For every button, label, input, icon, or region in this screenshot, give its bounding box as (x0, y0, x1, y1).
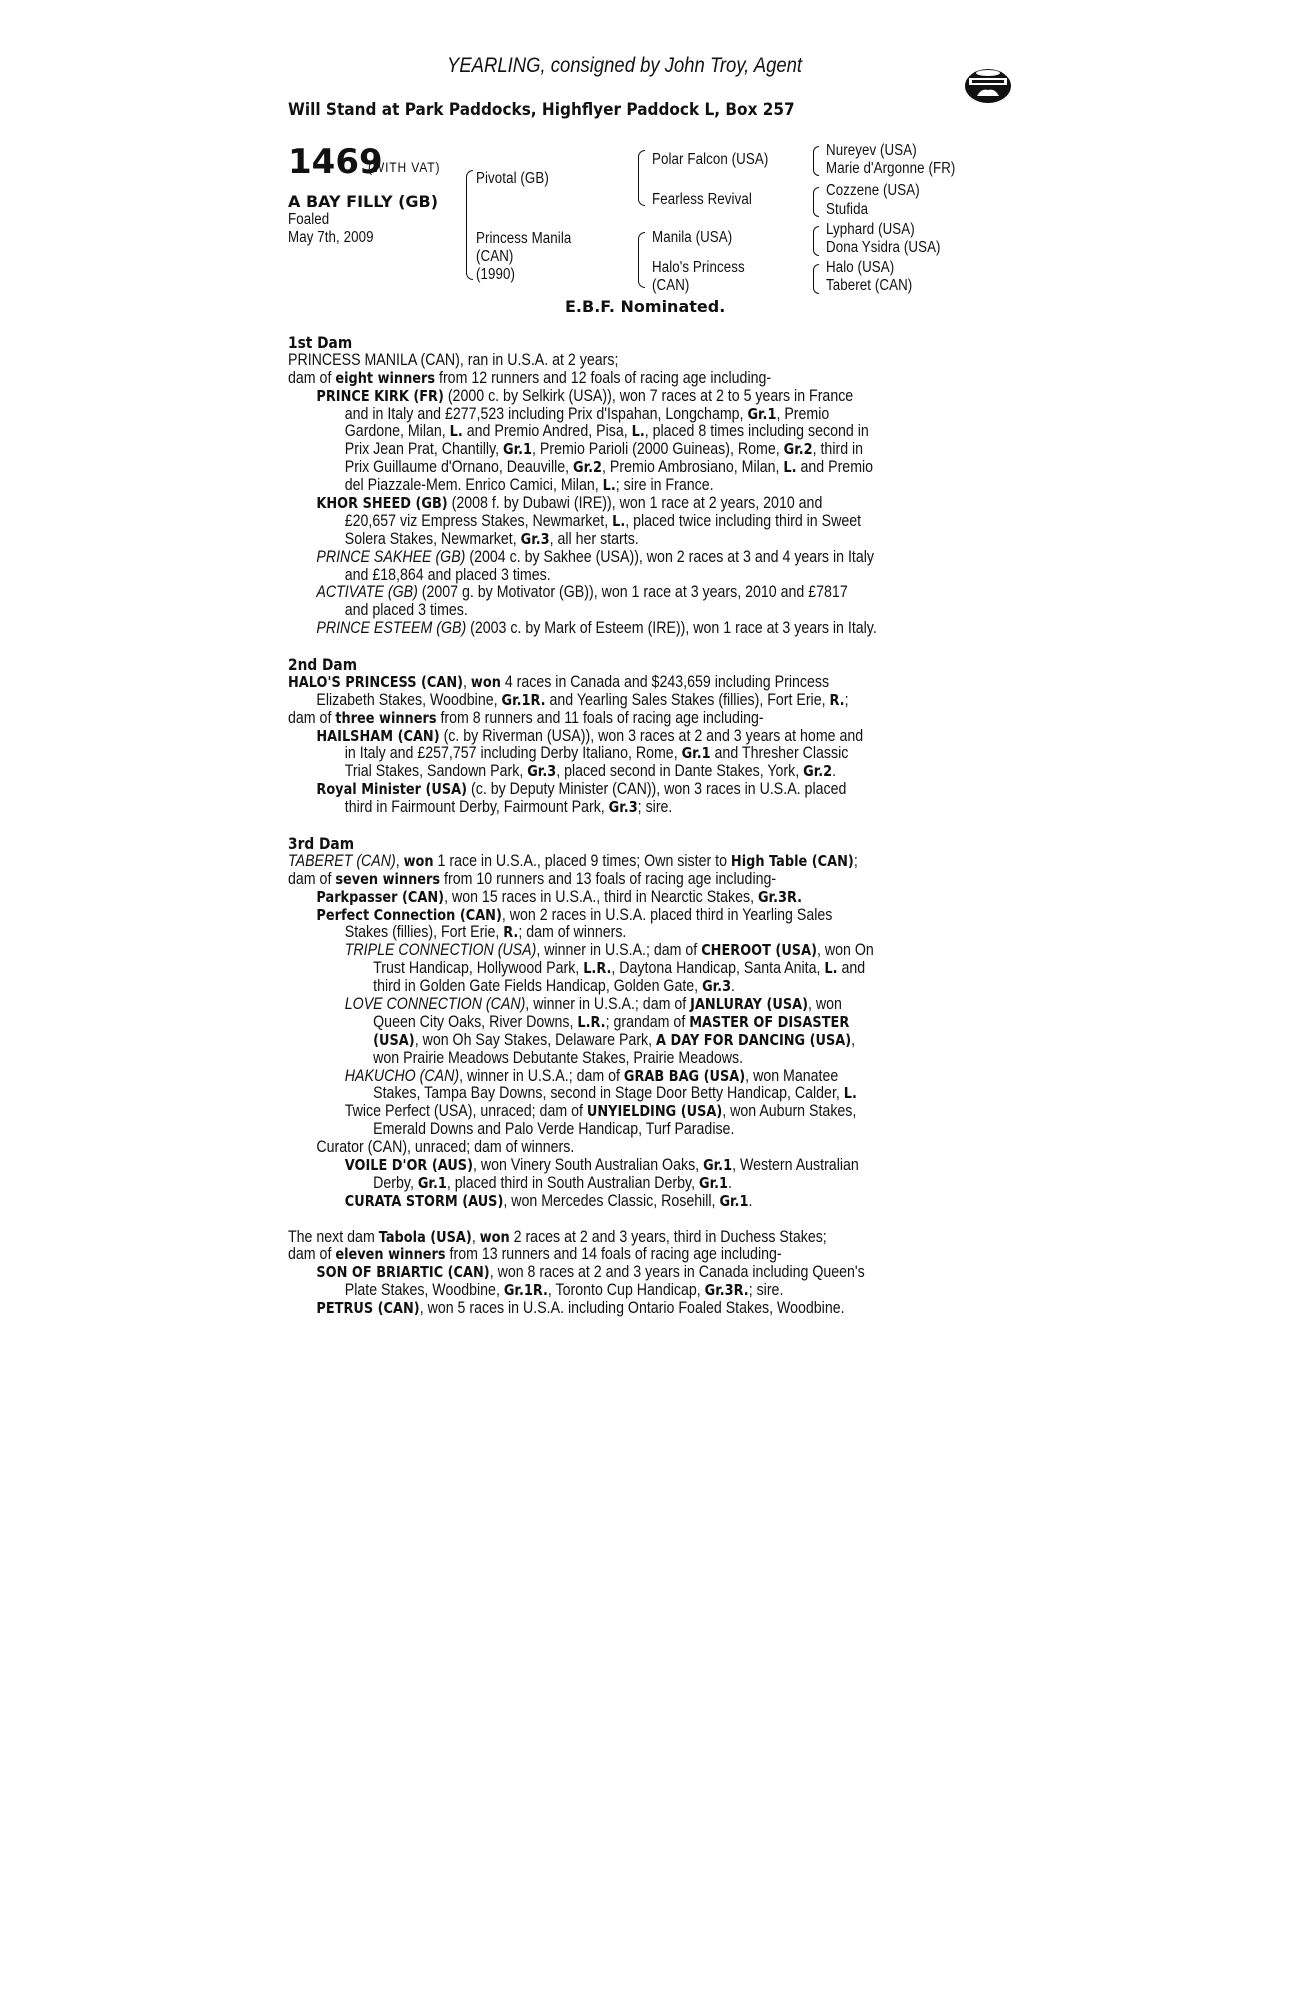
dam-name-line-3: (1990) (476, 266, 516, 283)
dam-dam-sire: Halo (USA) (826, 259, 895, 276)
pedigree-brace-1 (466, 170, 473, 280)
dam-sire: Manila (USA) (652, 229, 733, 246)
sire-sire: Polar Falcon (USA) (652, 151, 769, 168)
pedigree-brace-3d (813, 264, 819, 294)
dam-name-line-2: (CAN) (476, 248, 514, 265)
tattersalls-logo (963, 66, 1013, 106)
stand-location: Will Stand at Park Paddocks, Highflyer Paddock L, Box 257 (288, 100, 795, 120)
horse-name: A BAY FILLY (GB) (288, 192, 439, 211)
second-dam-heading: 2nd Dam (288, 655, 358, 675)
sire-sire-dam: Marie d'Argonne (FR) (826, 160, 956, 177)
ebf-note: E.B.F. Nominated. (565, 297, 726, 316)
pedigree-brace-3c (813, 226, 819, 256)
pedigree-brace-2a (638, 150, 645, 206)
first-dam-heading: 1st Dam (288, 333, 353, 352)
foaled-date: May 7th, 2009 (288, 229, 374, 246)
dam-dam-dam: Taberet (CAN) (826, 277, 913, 294)
sire-sire-sire: Nureyev (USA) (826, 142, 917, 159)
pedigree-brace-3a (813, 146, 819, 176)
dam-sire-sire: Lyphard (USA) (826, 221, 915, 238)
dam-dam-line-2: (CAN) (652, 277, 690, 294)
page-title: YEARLING, consigned by John Troy, Agent (447, 54, 803, 77)
foaled-label: Foaled (288, 211, 330, 228)
vat-note: (WITH VAT) (368, 159, 441, 175)
dam-name-line-1: Princess Manila (476, 230, 572, 247)
sire-dam-sire: Cozzene (USA) (826, 182, 920, 199)
dam-history: 1st Dam PRINCESS MANILA (CAN), ran in U.S.A. at 2 years; dam of eight winners from 12 runners and 12 foals of racing age including- PRINCE KIRK (FR) (2000 c. by Selkirk (USA)), won 7 races at 2 to 5 years in France and in Italy and £277,523 including Prix d'Ispahan, Longchamp, Gr.1, Premio Gardone, Milan, L. and Premio Andred, Pisa, L., placed 8 times including second in Prix Jean Prat, Chantilly, Gr.1, Premio Parioli (2000 Guineas), Rome, Gr.2, third in Prix Guillaume d'Ornano, Deauville, Gr.2, Premio Ambrosiano, Milan, L. and Premio del Piazzale-Mem. Enrico Camici, Milan, L.; sire in France. KHOR SHEED (GB) (2008 f. by Dubawi (IRE)), won 1 race at 2 years, 2010 and £20,657 viz Empress Stakes, Newmarket, L., placed twice including third in Sweet Solera Stakes, Newmarket, Gr.3, all her starts. PRINCE SAKHEE (GB) (2004 c. by Sakhee (USA)), won 2 races at 3 and 4 years in Italy and £18,864 and placed 3 times. ACTIVATE (GB) (2007 g. by Motivator (GB)), won 1 race at 3 years, 2010 and £7817 and placed 3 times. PRINCE ESTEEM (GB) (2003 c. by Mark of Esteem (IRE)), won 1 race at 3 years in Italy. 2nd Dam HALO'S PRINCESS (CAN), won 4 races in Canada and $243,659 including Princess Elizabeth Stakes, Woodbine, Gr.1R. and Yearling Sales Stakes (fillies), Fort Erie, R.; dam of three winners from 8 runners and 11 foals of racing age including- HAILSHAM (CAN) (c. by Riverman (USA)), won 3 races at 2 and 3 years at home and in Italy and £257,757 including Derby Italiano, Rome, Gr.1 and Thresher Classic Trial Stakes, Sandown Park, Gr.3, placed second in Dante Stakes, York, Gr.2. Royal Minister (USA) (c. by Deputy Minister (CAN)), won 3 races in U.S.A. placed third in Fairmount Derby, Fairmount Park, Gr.3; sire. 3rd Dam TABERET (CAN), won 1 race in U.S.A., placed 9 times; Own sister to High Table (CAN); dam of seven winners from 10 runners and 13 foals of racing age including- Parkpasser (CAN), won 15 races in U.S.A., third in Nearctic Stakes, Gr.3R. Perfect Connection (CAN), won 2 races in U.S.A. placed third in Yearling Sales Stakes (fillies), Fort Erie, R.; dam of winners. TRIPLE CONNECTION (USA), winner in U.S.A.; dam of CHEROOT (USA), won On Trust Handicap, Hollywood Park, L.R., Daytona Handicap, Santa Anita, L. and third in Golden Gate Fields Handicap, Golden Gate, Gr.3. LOVE CONNECTION (CAN), winner in U.S.A.; dam of JANLURAY (USA), won Queen City Oaks, River Downs, L.R.; grandam of MASTER OF DISASTER (USA), won Oh Say Stakes, Delaware Park, A DAY FOR DANCING (USA), won Prairie Meadows Debutante Stakes, Prairie Meadows. HAKUCHO (CAN), winner in U.S.A.; dam of GRAB BAG (USA), won Manatee Stakes, Tampa Bay Downs, second in Stage Door Betty Handicap, Calder, L. Twice Perfect (USA), unraced; dam of UNYIELDING (USA), won Auburn Stakes, Emerald Downs and Palo Verde Handicap, Turf Paradise. Curator (CAN), unraced; dam of winners. VOILE D'OR (AUS), won Vinery South Australian Oaks, Gr.1, Western Australian Derby, Gr.1, placed third in South Australian Derby, Gr.1. CURATA STORM (AUS), won Mercedes Classic, Rosehill, Gr.1. The next dam Tabola (USA), won 2 races at 2 and 3 years, third in Duchess Stakes; dam of eleven winners from 13 runners and 14 foals of racing age including- SON OF BRIARTIC (CAN), won 8 races at 2 and 3 years in Canada including Queen's Plate Stakes, Woodbine, Gr.1R., Toronto Cup Handicap, Gr.3R.; sire. PETRUS (CAN), won 5 races in U.S.A. including Ontario Foaled Stakes, Woodbine. (288, 334, 1008, 1318)
lot-number: 1469 (288, 142, 383, 182)
pedigree-brace-3b (813, 187, 819, 217)
pedigree-brace-2b (638, 232, 645, 288)
dam-sire-dam: Dona Ysidra (USA) (826, 239, 941, 256)
sire-name: Pivotal (GB) (476, 170, 549, 187)
dam-dam-line-1: Halo's Princess (652, 259, 745, 276)
sire-dam: Fearless Revival (652, 191, 752, 208)
sire-dam-dam: Stufida (826, 201, 869, 218)
third-dam-heading: 3rd Dam (288, 833, 355, 853)
